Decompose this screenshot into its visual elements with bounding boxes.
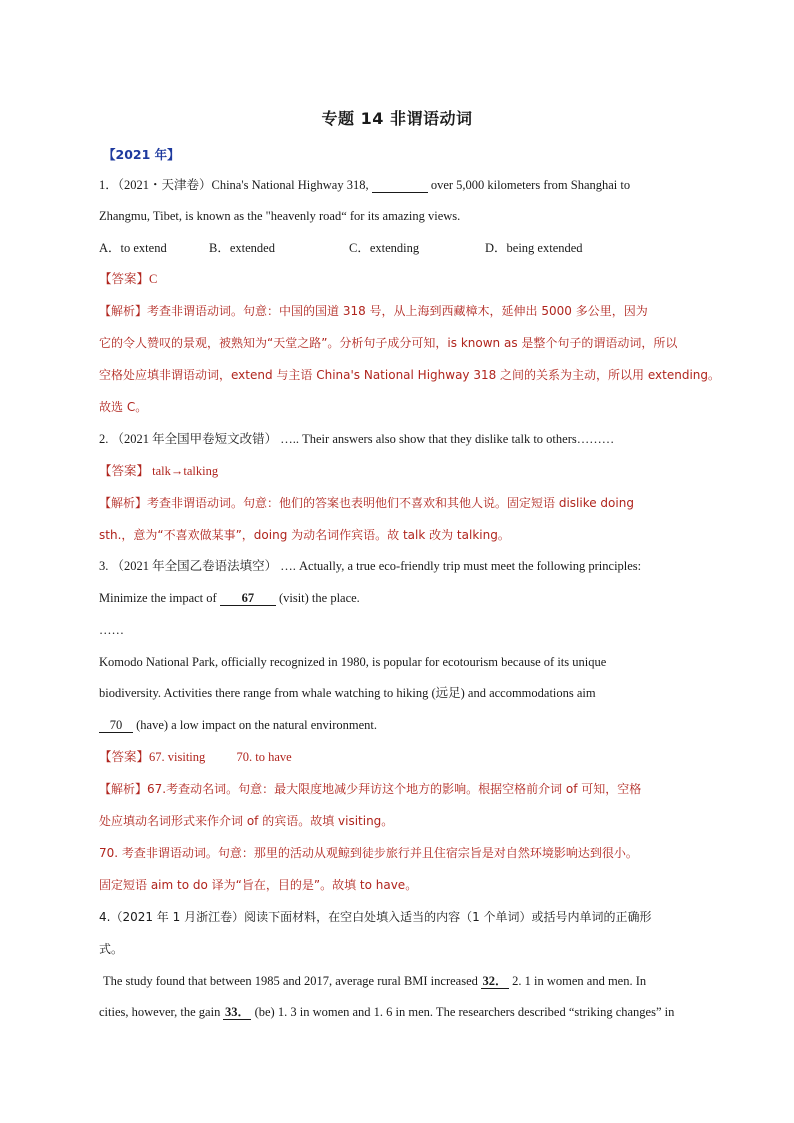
q1-line1 [99, 176, 724, 194]
q3-analysis-line1 [99, 780, 724, 798]
q1-analysis-line4: 故选 C。 [99, 400, 148, 414]
q3-line2-end: (visit) the place. [278, 591, 360, 605]
blank-70: 70 [99, 718, 133, 733]
q4-passage-line2-end: (be) 1. 3 in women and 1. 6 in men. The researchers described “striking changes” in [254, 1005, 675, 1019]
q4-passage-line1-end: 2. 1 in women and men. In [512, 974, 647, 988]
q3-passage-line3 [99, 716, 724, 734]
q3-analysis-line4: 固定短语 aim to do 译为“旨在，目的是”。故填 to have。 [99, 878, 418, 892]
answer-label: 【答案】 [99, 271, 150, 286]
q1-option-c: C．extending [349, 241, 420, 255]
q3-passage-line3-text: (have) a low impact on the natural environment. [133, 718, 378, 732]
q1-blank [372, 178, 428, 193]
q2-answer-value: talk→talking [149, 464, 219, 478]
q1-option-d: D．being extended [485, 241, 583, 255]
q1-answer [99, 270, 724, 288]
q2-analysis-line2: sth.，意为“不喜欢做某事”，doing 为动名词作宾语。故 talk 改为 talking。 [99, 528, 510, 542]
q1-line2: Zhangmu, Tibet, is known as the "heavenly road“ for its amazing views. [99, 209, 461, 223]
q3-analysis-line2: 处应填动名词形式来作介词 of 的宾语。故填 visiting。 [99, 814, 394, 828]
q3-line2-start: Minimize the impact of [99, 591, 217, 605]
q3-passage-line2: biodiversity. Activities there range from whale watching to hiking (远足) and accommodations aim [99, 686, 596, 700]
q1-analysis-text1: 考查非谓语动词。句意：中国的国道 318 号，从上海到西藏樟木，延伸出 5000 多公里，因为 [147, 304, 648, 318]
q1-stem-end: over 5,000 kilometers from Shanghai to [430, 178, 631, 192]
analysis-label: 【解析】 [99, 304, 148, 318]
analysis-label: 【解析】 [99, 496, 148, 510]
q1-option-a: A．to extend [99, 241, 167, 255]
page-title: 专题 14 非谓语动词 [321, 109, 473, 128]
q1-analysis-line3: 空格处应填非谓语动词，extend 与主语 China's National Highway 318 之间的关系为主动，所以用 extending。 [99, 368, 721, 382]
answer-label: 【答案】 [99, 463, 150, 478]
blank-33: 33． [224, 1005, 250, 1019]
q3-answer [99, 748, 724, 766]
q1-answer-value: C [149, 272, 158, 286]
q4-line1: 4.（2021 年 1 月浙江卷）阅读下面材料，在空白处填入适当的内容（1 个单词）或括号内单词的正确形 [99, 910, 652, 924]
q1-option-b: B．extended [209, 241, 275, 255]
q1-options [99, 239, 724, 257]
q2-line1: 2. （2021 年全国甲卷短文改错） ….. Their answers also show that they dislike talk to others……… [99, 432, 615, 446]
q3-passage-line1: Komodo National Park, officially recognized in 1980, is popular for ecotourism because of its unique [99, 655, 607, 669]
q1-analysis-line2: 它的令人赞叹的景观，被熟知为“天堂之路”。分析句子成分可知，is known as 是整个句子的谓语动词，所以 [99, 336, 678, 350]
q3-ellipsis: …… [99, 623, 124, 637]
blank-32: 32． [482, 974, 508, 988]
q2-analysis-text1: 考查非谓语动词。句意：他们的答案也表明他们不喜欢和其他人说。固定短语 dislike doing [147, 496, 634, 510]
q1-analysis-line1 [99, 302, 724, 320]
q3-line2 [99, 589, 724, 607]
section-heading-2021: 【2021 年】 [103, 147, 180, 162]
q4-passage-line1-start: The study found that between 1985 and 2017, average rural BMI increased [103, 974, 478, 988]
q4-passage-line2 [99, 1003, 724, 1021]
analysis-label: 【解析】 [99, 782, 148, 796]
blank-67: 67 [220, 591, 276, 606]
q3-answer-value: 67. visiting 70. to have [149, 750, 292, 764]
q1-stem-start: 1．（2021・天津卷）China's National Highway 318, [99, 178, 369, 192]
q3-analysis-line3: 70. 考查非谓语动词。句意：那里的活动从观鲸到徒步旅行并且住宿宗旨是对自然环境影响达到很小。 [99, 846, 638, 860]
q3-line1: 3. （2021 年全国乙卷语法填空） …. Actually, a true eco-friendly trip must meet the following principles: [99, 559, 642, 573]
q4-passage-line2-start: cities, however, the gain [99, 1005, 221, 1019]
q2-answer [99, 462, 724, 480]
answer-label: 【答案】 [99, 749, 150, 764]
q3-analysis-text1: 67.考查动名词。句意：最大限度地减少拜访这个地方的影响。根据空格前介词 of 可知，空格 [147, 782, 642, 796]
q4-passage-line1 [103, 972, 724, 990]
q4-line2: 式。 [99, 942, 124, 956]
q2-analysis-line1 [99, 494, 724, 512]
